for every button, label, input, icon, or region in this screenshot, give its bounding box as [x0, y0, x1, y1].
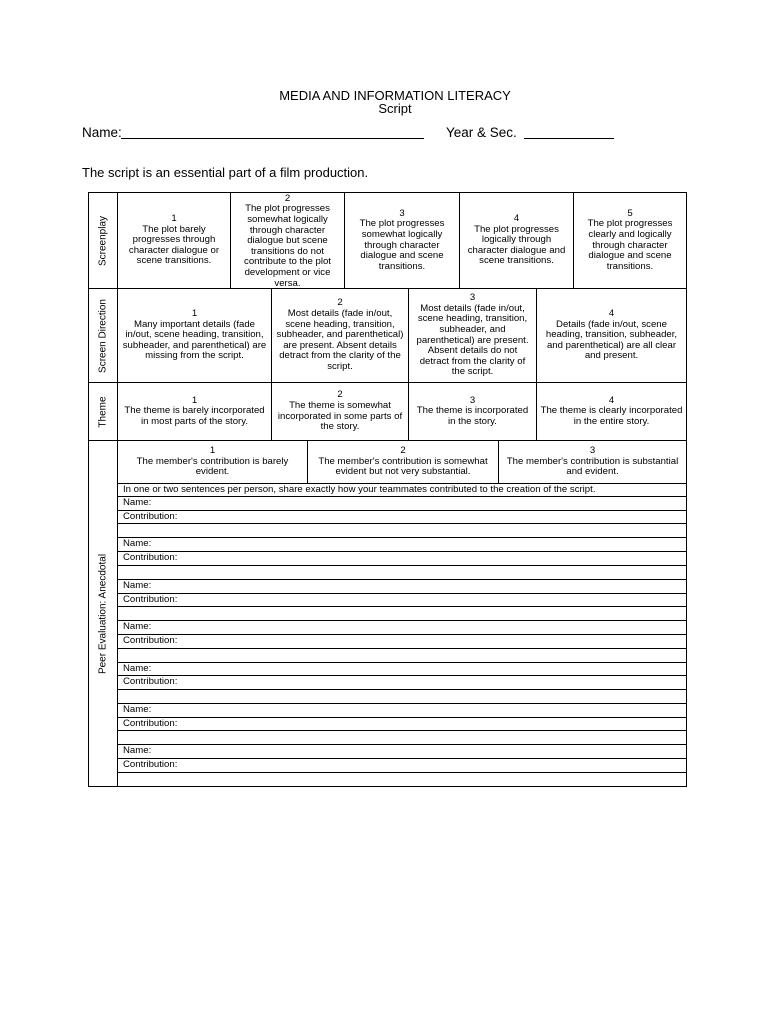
- peer-contribution-field[interactable]: [118, 758, 686, 772]
- peer-evaluation-side-label: Peer Evaluation: Anecdotal: [89, 441, 118, 786]
- level-description: Most details (fade in/out, scene heading, transition, subheader, and parenthetical) are present. Absent details detract from the clarity of the script.: [276, 308, 404, 372]
- screen-direction-level-4: [537, 289, 686, 382]
- theme-side-label: Theme: [89, 383, 118, 440]
- name-label: Name:: [123, 579, 152, 591]
- level-description: The theme is somewhat incorporated in some parts of the story.: [277, 399, 403, 433]
- peer-instruction: In one or two sentences per person, share exactly how your teammates contributed to the creation of the script.: [118, 483, 686, 496]
- peer-level-3: [499, 441, 686, 483]
- year-section-field[interactable]: [524, 138, 614, 139]
- theme-row: [89, 383, 686, 441]
- level-description: The theme is barely incorporated in most parts of the story.: [124, 405, 265, 427]
- name-label: Name:: [123, 538, 152, 550]
- contribution-label: Contribution:: [123, 552, 178, 564]
- score-label: 3: [399, 207, 405, 219]
- level-description: The plot progresses somewhat logically through character dialogue but scene transitions do not contribute to the plot development or vice versa.: [244, 203, 331, 288]
- peer-blank-line[interactable]: [118, 772, 686, 786]
- contribution-label: Contribution:: [123, 634, 178, 646]
- peer-name-field[interactable]: [118, 496, 686, 510]
- screenplay-level-2: [231, 193, 345, 288]
- peer-blank-line[interactable]: [118, 565, 686, 579]
- level-description: Most details (fade in/out, scene heading, transition, subheader, and parenthetical) are present. Absent details do not detract from the clarity of the script.: [416, 302, 529, 378]
- peer-blank-line[interactable]: [118, 648, 686, 662]
- score-label: 1: [171, 213, 177, 225]
- name-label: Name:: [123, 662, 152, 674]
- peer-name-field[interactable]: [118, 703, 686, 717]
- level-description: The member's contribution is barely evident.: [136, 455, 289, 478]
- screen-direction-row: [89, 289, 686, 383]
- screenplay-row: [89, 193, 686, 289]
- score-label: 2: [284, 193, 291, 204]
- score-label: 3: [589, 445, 596, 457]
- level-description: The plot progresses logically through character dialogue and scene transitions.: [467, 223, 566, 267]
- score-label: 1: [209, 445, 216, 457]
- level-description: Many important details (fade in/out, scene heading, transition, subheader, and parenthetical) are missing from the script.: [122, 318, 267, 362]
- peer-level-1: [118, 441, 308, 483]
- screen-direction-side-label: Screen Direction: [89, 289, 118, 382]
- peer-name-field[interactable]: [118, 662, 686, 676]
- level-description: Details (fade in/out, scene heading, transition, subheader, and parenthetical) are all clear and present.: [545, 318, 678, 362]
- screen-direction-level-3: [409, 289, 537, 382]
- score-label: 3: [469, 292, 476, 304]
- screen-direction-level-2: [272, 289, 409, 382]
- name-label: Name:: [82, 125, 122, 140]
- name-label: Name:: [123, 621, 152, 633]
- level-description: The theme is incorporated in the story.: [416, 405, 529, 427]
- name-label: Name:: [123, 704, 152, 715]
- peer-contribution-field[interactable]: [118, 634, 686, 648]
- score-label: 2: [337, 297, 343, 309]
- level-description: The plot barely progresses through character dialogue or scene transitions.: [128, 223, 220, 267]
- screen-direction-level-1: [118, 289, 272, 382]
- level-description: The plot progresses clearly and logically through character dialogue and scene transitions.: [587, 218, 673, 272]
- peer-level-2: [308, 441, 499, 483]
- screenplay-level-4: [460, 193, 574, 288]
- contribution-label: Contribution:: [123, 676, 178, 688]
- level-description: The member's contribution is somewhat evident but not very substantial.: [318, 455, 488, 478]
- score-label: 4: [513, 213, 520, 225]
- score-label: 1: [191, 308, 198, 320]
- document-title: MEDIA AND INFORMATION LITERACY: [279, 88, 511, 103]
- name-label: Name:: [123, 745, 152, 757]
- peer-contribution-field[interactable]: [118, 551, 686, 565]
- name-field[interactable]: [121, 138, 424, 139]
- screenplay-level-3: [345, 193, 460, 288]
- level-description: The member's contribution is substantial and evident.: [506, 455, 679, 478]
- peer-blank-line[interactable]: [118, 606, 686, 620]
- score-label: 2: [400, 445, 406, 457]
- score-label: 4: [608, 308, 615, 320]
- intro-text: The script is an essential part of a film production.: [82, 165, 369, 180]
- peer-contribution-field[interactable]: [118, 675, 686, 689]
- peer-contribution-field[interactable]: [118, 510, 686, 524]
- theme-level-2: [272, 383, 409, 440]
- peer-contribution-field[interactable]: [118, 593, 686, 607]
- peer-evaluation-section: [89, 441, 686, 786]
- score-label: 4: [608, 394, 615, 406]
- theme-level-3: [409, 383, 537, 440]
- peer-blank-line[interactable]: [118, 689, 686, 703]
- score-label: 2: [337, 389, 343, 401]
- contribution-label: Contribution:: [123, 717, 178, 729]
- peer-contribution-field[interactable]: [118, 717, 686, 731]
- score-label: 3: [469, 394, 476, 406]
- peer-blank-line[interactable]: [118, 523, 686, 537]
- rubric-table: [88, 192, 687, 787]
- screenplay-level-1: [118, 193, 231, 288]
- peer-name-field[interactable]: [118, 537, 686, 551]
- score-label: 1: [191, 394, 198, 406]
- theme-level-4: [537, 383, 686, 440]
- level-description: The plot progresses somewhat logically through character dialogue and scene transitions.: [359, 218, 445, 272]
- peer-name-field[interactable]: [118, 579, 686, 593]
- screenplay-side-label: Screenplay: [89, 193, 118, 288]
- name-label: Name:: [123, 497, 152, 508]
- score-label: 5: [627, 207, 633, 219]
- screenplay-level-5: [574, 193, 686, 288]
- level-description: The theme is clearly incorporated in the entire story.: [540, 405, 683, 427]
- theme-level-1: [118, 383, 272, 440]
- peer-blank-line[interactable]: [118, 730, 686, 744]
- contribution-label: Contribution:: [123, 759, 178, 771]
- year-section-label: Year & Sec.: [446, 125, 517, 140]
- document-subtitle: Script: [378, 101, 412, 116]
- contribution-label: Contribution:: [123, 593, 178, 605]
- peer-name-field[interactable]: [118, 620, 686, 634]
- contribution-label: Contribution:: [123, 510, 178, 522]
- peer-name-field[interactable]: [118, 744, 686, 758]
